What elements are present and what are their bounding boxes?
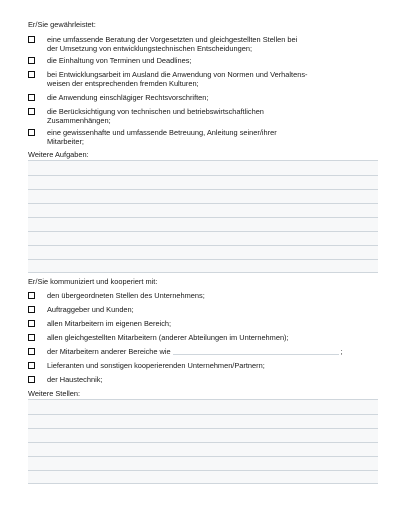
checkbox[interactable] [28, 306, 35, 313]
checkbox[interactable] [28, 320, 35, 327]
weitere-aufgaben-field[interactable] [28, 161, 378, 273]
checkbox[interactable] [28, 57, 35, 64]
weitere-stellen-field[interactable] [28, 400, 378, 484]
weitere-aufgaben-label: Weitere Aufgaben: [28, 150, 89, 159]
checkbox[interactable] [28, 108, 35, 115]
item-text: Auftraggeber und Kunden; [47, 305, 134, 314]
weitere-stellen-label: Weitere Stellen: [28, 389, 81, 398]
item-line: die Anwendung einschlägiger Rechtsvorschriften; [47, 93, 209, 102]
checkbox[interactable] [28, 334, 35, 341]
checkbox[interactable] [28, 129, 35, 136]
checkbox[interactable] [28, 71, 35, 78]
item-line: bei Entwicklungsarbeit im Ausland die Anwendung von Normen und Verhaltens- [47, 70, 308, 79]
item-text: allen gleichgestellten Mitarbeitern (anderer Abteilungen im Unternehmen); [47, 333, 289, 342]
section2-heading: Er/Sie kommuniziert und kooperiert mit: [28, 277, 158, 286]
item-line: Zusammenhängen; [47, 116, 111, 125]
checkbox[interactable] [28, 376, 35, 383]
item-line: Mitarbeiter; [47, 137, 84, 146]
item-line: eine umfassende Beratung der Vorgesetzten und gleichgestellten Stellen bei [47, 35, 298, 44]
item-line: die Einhaltung von Terminen und Deadlines; [47, 56, 192, 65]
item-text: der Mitarbeitern anderer Bereiche wie [47, 347, 171, 356]
checkbox[interactable] [28, 94, 35, 101]
weitere-stellen-label-row [28, 388, 378, 400]
item-line: die Berücksichtigung von technischen und betriebswirtschaftlichen [47, 107, 264, 116]
item-suffix: ; [340, 347, 343, 356]
item-line: der Umsetzung von entwicklungstechnischen Entscheidungen; [47, 44, 253, 53]
weitere-aufgaben-label-row [28, 149, 378, 161]
section1-heading: Er/Sie gewährleistet: [28, 20, 96, 29]
checkbox[interactable] [28, 292, 35, 299]
item-text: der Haustechnik; [47, 375, 103, 384]
checkbox[interactable] [28, 362, 35, 369]
item-text: den übergeordneten Stellen des Unternehmens; [47, 291, 205, 300]
fill-in-blank[interactable] [173, 347, 339, 355]
checkbox[interactable] [28, 36, 35, 43]
item-line: eine gewissenhafte und umfassende Betreuung, Anleitung seiner/ihrer [47, 128, 277, 137]
item-line: weisen der entsprechenden fremden Kulturen; [47, 79, 199, 88]
item-text: Lieferanten und sonstigen kooperierenden Unternehmen/Partnern; [47, 361, 265, 370]
item-text: allen Mitarbeitern im eigenen Bereich; [47, 319, 172, 328]
checkbox[interactable] [28, 348, 35, 355]
item-text-with-blank [47, 347, 377, 356]
